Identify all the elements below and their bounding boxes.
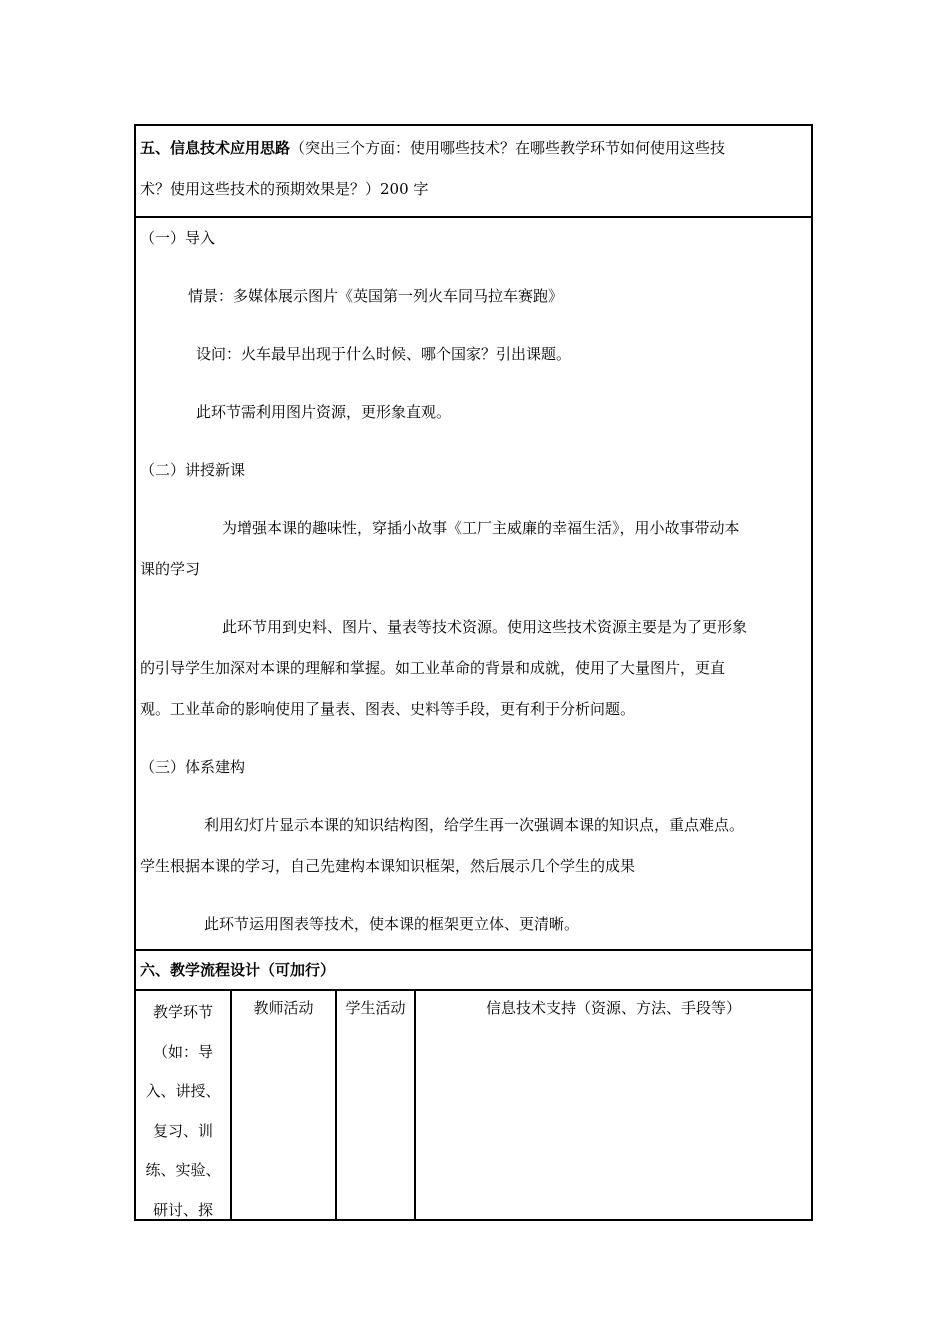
part2-paragraph-2-line-2: 的引导学生加深对本课的理解和掌握。如工业革命的背景和成就，使用了大量图片，更直 [140, 659, 726, 677]
student-activity-column [337, 991, 416, 1219]
stage-line: 研讨、探 [152, 1200, 213, 1219]
part2-paragraph-1-line-2: 课的学习 [140, 560, 201, 578]
section5-subtitle-2: 术？使用这些技术的预期效果是？）200 字 [140, 180, 429, 198]
part1-paragraph-2: 设问：火车最早出现于什么时候、哪个国家？引出课题。 [196, 345, 572, 363]
section5-header [136, 126, 811, 218]
part1-paragraph-3: 此环节需利用图片资源，更形象直观。 [196, 403, 452, 421]
section5-body [136, 218, 811, 951]
part2-paragraph-2-line-3: 观。工业革命的影响使用了量表、图表、史料等手段，更有利于分析问题。 [140, 700, 636, 718]
teacher-activity-column [232, 991, 337, 1219]
part3-paragraph-2: 此环节运用图表等技术，使本课的框架更立体、更清晰。 [204, 915, 580, 933]
part1-paragraph-1: 情景：多媒体展示图片《英国第一列火车同马拉车赛跑》 [188, 287, 564, 305]
stage-line: （如：导 [152, 1042, 213, 1061]
it-support-column [416, 991, 811, 1219]
part2-paragraph-1-line-1: 为增强本课的趣味性，穿插小故事《工厂主威廉的幸福生活》，用小故事带动本 [222, 519, 740, 537]
it-support-header: 信息技术支持（资源、方法、手段等） [485, 999, 741, 1017]
stage-line: 入、讲授、 [145, 1082, 221, 1100]
section5-title: 五、信息技术应用思路 [140, 139, 291, 157]
part3-heading: （三）体系建构 [140, 758, 246, 776]
lesson-plan-table [134, 124, 813, 1221]
part2-paragraph-2-line-1: 此环节用到史料、图片、量表等技术资源。使用这些技术资源主要是为了更形象 [222, 618, 748, 636]
student-activity-header: 学生活动 [345, 999, 406, 1017]
teacher-activity-header: 教师活动 [253, 999, 314, 1017]
flow-design-table [136, 991, 811, 1219]
part2-heading: （二）讲授新课 [140, 461, 246, 479]
part3-paragraph-1-line-2: 学生根据本课的学习，自己先建构本课知识框架，然后展示几个学生的成果 [140, 857, 636, 875]
part1-heading: （一）导入 [140, 229, 216, 247]
section6-title: 六、教学流程设计（可加行） [136, 951, 811, 991]
stage-line: 教学环节 [152, 1003, 213, 1021]
section5-subtitle-1: （突出三个方面：使用哪些技术？在哪些教学环节如何使用这些技 [290, 139, 726, 157]
stage-line: 复习、训 [152, 1121, 213, 1140]
stage-line: 练、实验、 [145, 1161, 221, 1179]
part3-paragraph-1-line-1: 利用幻灯片显示本课的知识结构图，给学生再一次强调本课的知识点，重点难点。 [204, 816, 745, 834]
teaching-stage-column [136, 991, 232, 1219]
